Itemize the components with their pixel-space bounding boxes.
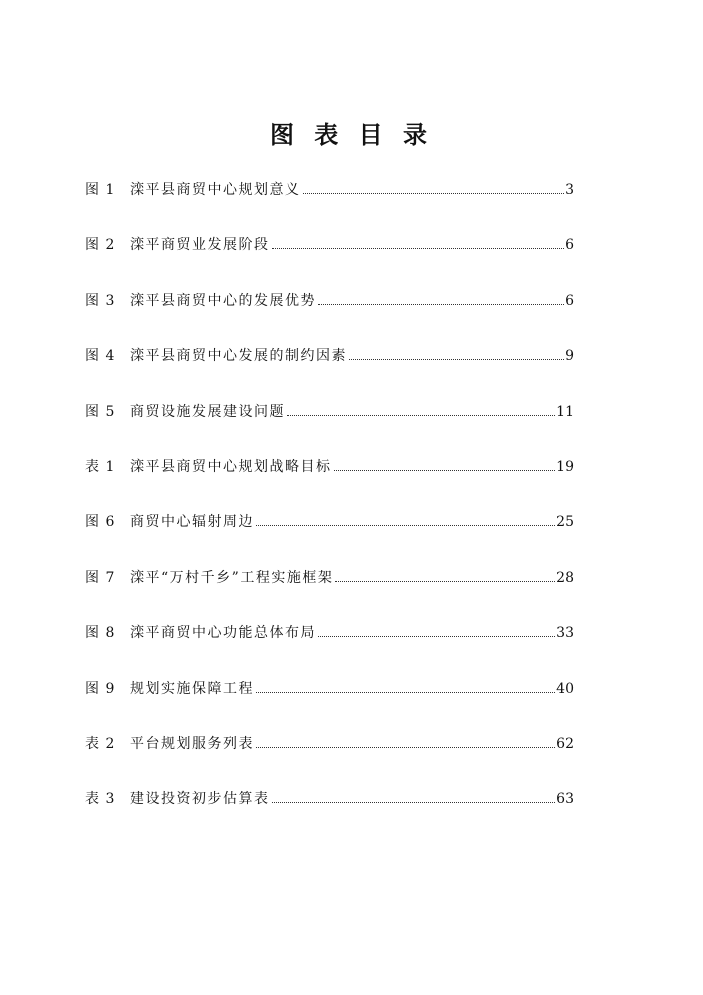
entry-page-number: 62 xyxy=(556,735,574,752)
toc-entry xyxy=(85,566,574,621)
entry-page-number: 6 xyxy=(565,237,574,254)
entry-page-number: 6 xyxy=(565,292,574,309)
toc-entry xyxy=(85,677,574,732)
entry-text: 滦平县商贸中心发展的制约因素 xyxy=(130,348,347,365)
entry-label: 图 8 xyxy=(85,625,116,642)
entry-label: 图 3 xyxy=(85,292,116,309)
entry-text: 规划实施保障工程 xyxy=(130,680,254,697)
entry-text: 滦平“万村千乡”工程实施框架 xyxy=(130,569,334,586)
toc-entry xyxy=(85,455,574,510)
entry-label: 表 3 xyxy=(85,791,116,808)
dot-leader xyxy=(334,470,556,471)
toc-entry xyxy=(85,233,574,288)
entry-page-number: 25 xyxy=(556,514,574,531)
entry-text: 平台规划服务列表 xyxy=(130,735,254,752)
entry-text: 滦平商贸业发展阶段 xyxy=(130,237,270,254)
entry-label: 图 2 xyxy=(85,237,116,254)
entry-text: 滦平县商贸中心规划意义 xyxy=(130,182,301,198)
entry-page-number: 9 xyxy=(565,348,574,365)
entry-page-number: 63 xyxy=(556,791,574,808)
dot-leader xyxy=(318,304,564,305)
entry-page-number: 28 xyxy=(556,569,574,586)
entry-label: 表 1 xyxy=(85,458,116,475)
dot-leader xyxy=(287,415,555,416)
dot-leader xyxy=(303,193,565,194)
entry-label: 表 2 xyxy=(85,735,116,752)
entry-page-number: 3 xyxy=(565,182,574,198)
entry-page-number: 40 xyxy=(556,680,574,697)
dot-leader xyxy=(349,359,564,360)
entry-label: 图 6 xyxy=(85,514,116,531)
toc-entry xyxy=(85,510,574,565)
dot-leader xyxy=(256,747,555,748)
dot-leader xyxy=(318,636,555,637)
entry-page-number: 11 xyxy=(556,403,574,420)
page-title: 图 表 目 录 xyxy=(269,120,434,149)
figure-table-list xyxy=(85,178,574,843)
toc-entry xyxy=(85,621,574,676)
toc-entry xyxy=(85,178,574,233)
dot-leader xyxy=(256,692,555,693)
toc-entry xyxy=(85,289,574,344)
dot-leader xyxy=(272,802,556,803)
toc-entry xyxy=(85,787,574,842)
entry-text: 商贸设施发展建设问题 xyxy=(130,403,285,420)
entry-label: 图 9 xyxy=(85,680,116,697)
entry-text: 滦平商贸中心功能总体布局 xyxy=(130,625,316,642)
entry-label: 图 1 xyxy=(85,182,116,198)
entry-label: 图 4 xyxy=(85,348,116,365)
entry-text: 滦平县商贸中心的发展优势 xyxy=(130,292,316,309)
toc-entry xyxy=(85,400,574,455)
toc-entry xyxy=(85,344,574,399)
toc-entry xyxy=(85,732,574,787)
dot-leader xyxy=(335,581,555,582)
entry-page-number: 19 xyxy=(556,458,574,475)
dot-leader xyxy=(272,248,565,249)
entry-label: 图 7 xyxy=(85,569,116,586)
entry-text: 商贸中心辐射周边 xyxy=(130,514,254,531)
dot-leader xyxy=(256,525,555,526)
entry-page-number: 33 xyxy=(556,625,574,642)
entry-text: 建设投资初步估算表 xyxy=(130,791,270,808)
entry-label: 图 5 xyxy=(85,403,116,420)
entry-text: 滦平县商贸中心规划战略目标 xyxy=(130,458,332,475)
